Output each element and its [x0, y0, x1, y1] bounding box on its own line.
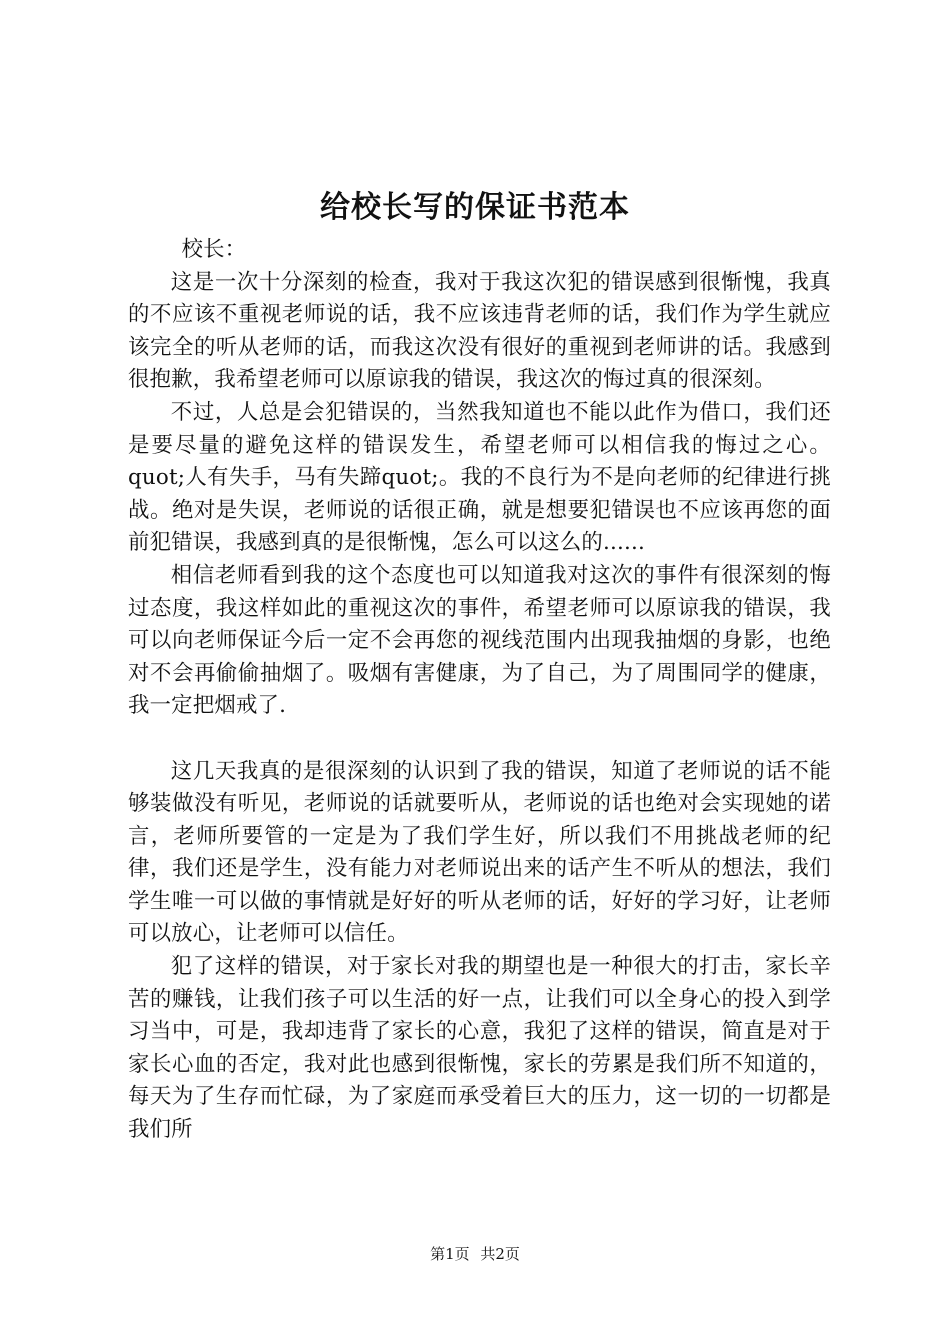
- paragraph: 这是一次十分深刻的检查，我对于我这次犯的错误感到很惭愧，我真的不应该不重视老师说的话，我不应该违背老师的话，我们作为学生就应该完全的听从老师的话，而我这次没有很好的重视到老师讲的话。我感到很抱歉，我希望老师可以原谅我的错误，我这次的悔过真的很深刻。: [128, 269, 831, 393]
- document-title: 给校长写的保证书范本: [320, 190, 630, 225]
- page-total: 共2页: [480, 1245, 520, 1263]
- paragraph: 犯了这样的错误，对于家长对我的期望也是一种很大的打击，家长辛苦的赚钱，让我们孩子可以生活的好一点，让我们可以全身心的投入到学习当中，可是，我却违背了家长的心意，我犯了这样的错误，简直是对于家长心血的否定，我对此也感到很惭愧，家长的劳累是我们所不知道的，每天为了生存而忙碌，为了家庭而承受着巨大的压力，这一切的一切都是我们所: [128, 954, 831, 1143]
- paragraph: 相信老师看到我的这个态度也可以知道我对这次的事件有很深刻的悔过态度，我这样如此的重视这次的事件，希望老师可以原谅我的错误，我可以向老师保证今后一定不会再您的视线范围内出现我抽烟的身影，也绝对不会再偷偷抽烟了。吸烟有害健康，为了自己，为了周围同学的健康，我一定把烟戒了.: [128, 562, 831, 719]
- document-body: [128, 234, 831, 1147]
- page-footer: [0, 1243, 950, 1265]
- salutation: 校长：: [181, 237, 247, 262]
- paragraph: 不过，人总是会犯错误的，当然我知道也不能以此作为借口，我们还是要尽量的避免这样的错误发生，希望老师可以相信我的悔过之心。quot;人有失手，马有失蹄quot;。我的不良行为不是向老师的纪律进行挑战。绝对是失误，老师说的话很正确，就是想要犯错误也不应该再您的面前犯错误，我感到真的是很惭愧，怎么可以这么的......: [128, 399, 831, 556]
- paragraph-gap: [128, 723, 831, 756]
- paragraph: 这几天我真的是很深刻的认识到了我的错误，知道了老师说的话不能够装做没有听见，老师说的话就要听从，老师说的话也绝对会实现她的诺言，老师所要管的一定是为了我们学生好，所以我们不用挑战老师的纪律，我们还是学生，没有能力对老师说出来的话产生不听从的想法，我们学生唯一可以做的事情就是好好的听从老师的话，好好的学习好，让老师可以放心，让老师可以信任。: [128, 758, 831, 947]
- page-number: 第1页: [430, 1245, 470, 1263]
